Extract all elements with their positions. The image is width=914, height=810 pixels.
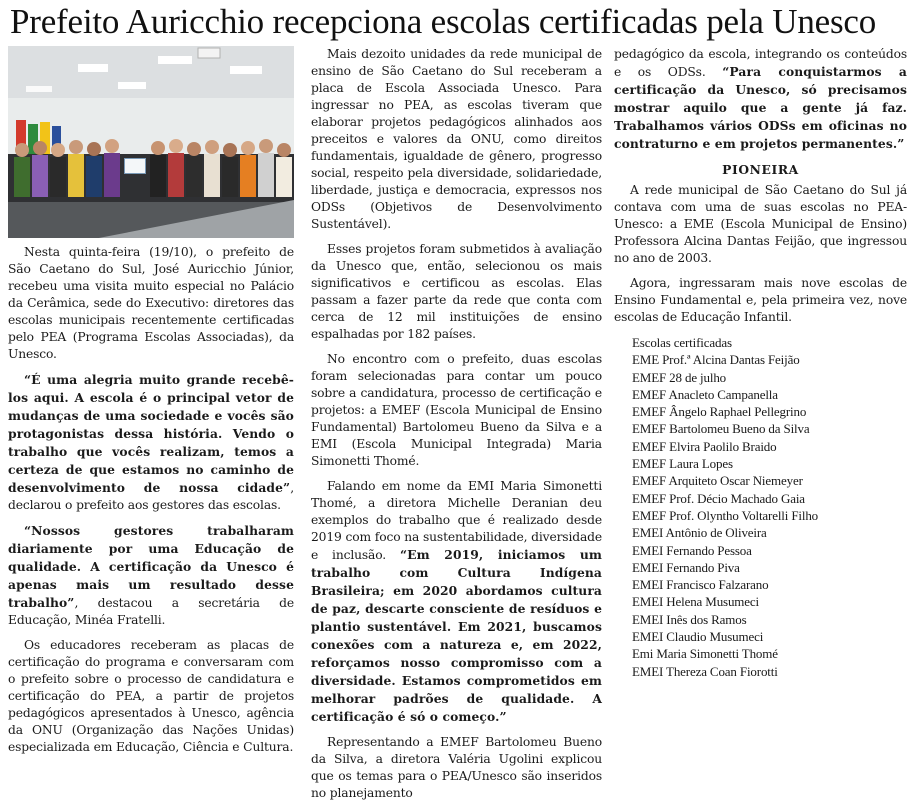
unesco-banner bbox=[124, 158, 146, 174]
list-item: EMEF Elvira Paolilo Braido bbox=[632, 438, 777, 454]
quote-paragraph bbox=[8, 522, 294, 629]
group-of-people-icon bbox=[8, 134, 294, 238]
column-2 bbox=[311, 46, 602, 810]
list-item: EMEI Inês dos Ramos bbox=[632, 611, 747, 627]
event-photo bbox=[8, 46, 294, 238]
list-item: EMEI Thereza Coan Fiorotti bbox=[632, 663, 778, 679]
section-heading: PIONEIRA bbox=[722, 162, 799, 177]
list-item: EME Prof.ª Alcina Dantas Feijão bbox=[632, 352, 800, 368]
attribution: , destacou a secretária de Educação, Minéa Fratelli. bbox=[8, 596, 294, 627]
paragraph: Agora, ingressaram mais nove escolas de Ensino Fundamental e, pela primeira vez, nove escolas de Educação Infantil. bbox=[614, 276, 907, 324]
attribution: , declarou o prefeito aos gestores das escolas. bbox=[8, 481, 294, 512]
paragraph: No encontro com o prefeito, duas escolas foram selecionadas para contar um pouco sobre a candidatura, processo de certificação e projetos: a EMEF (Escola Municipal de Ensino Fundamental) Bartolomeu Bueno da Silva e a EMI (Escola Municipal Integrada) Maria Simonetti Thomé. bbox=[311, 352, 602, 468]
quote: “Nossos gestores trabalharam diariamente por uma Educação de qualidade. A certificação da Unesco é apenas mais um resultado desse trabalho” bbox=[8, 523, 294, 610]
list-item: EMEF Prof. Olyntho Voltarelli Filho bbox=[632, 507, 819, 523]
paragraph: Representando a EMEF Bartolomeu Bueno da Silva, a diretora Valéria Ugolini explicou que os temas para o PEA/Unesco são inseridos no planejamento bbox=[311, 735, 602, 800]
continuation: pedagógico da escola, integrando os conteúdos e os ODSs. bbox=[614, 47, 907, 79]
column-1 bbox=[8, 46, 294, 764]
list-item: EMEF Arquiteto Oscar Niemeyer bbox=[632, 473, 803, 489]
list-item: EMEI Fernando Piva bbox=[632, 559, 740, 575]
paragraph: Os educadores receberam as placas de certificação do programa e conversaram com o prefeito sobre o processo de candidatura e certificação do PEA, a partir de projetos pedagógicos apresentados à Unesco, agência da ONU (Organização das Nações Unidas) especializada em Educação, Ciência e Cultura. bbox=[8, 638, 294, 754]
list-item: EMEF 28 de julho bbox=[632, 369, 727, 385]
paragraph: Esses projetos foram submetidos à avaliação da Unesco que, então, selecionou os mais significativos e certificou as escolas. Elas passam a fazer parte da rede que conta com cerca de 12 mil instituições de ensino espalhadas por 182 países. bbox=[311, 242, 602, 341]
paragraph: A rede municipal de São Caetano do Sul já contava com uma de suas escolas no PEA-Unesco: a EME (Escola Municipal de Ensino) Professora Alcina Dantas Feijão, que ingressou no ano de 2003. bbox=[614, 183, 907, 265]
list-item: EMEF Ângelo Raphael Pellegrino bbox=[632, 404, 807, 420]
certified-schools-list bbox=[614, 334, 907, 680]
list-item: EMEF Anacleto Campanella bbox=[632, 386, 778, 402]
list-item: EMEI Claudio Musumeci bbox=[632, 629, 764, 645]
column-3 bbox=[614, 46, 907, 680]
headline: Prefeito Auricchio recepciona escolas certificadas pela Unesco bbox=[10, 2, 877, 41]
lead-in: Falando em nome da EMI Maria Simonetti Thomé, a diretora Michelle Deranian deu exemplos do trabalho que é realizado desde 2019 com foco na sustentabilidade, diversidade e inclusão. bbox=[311, 479, 602, 562]
quote-paragraph bbox=[614, 46, 907, 153]
quote-paragraph bbox=[8, 371, 294, 514]
list-item: EMEF Laura Lopes bbox=[632, 456, 733, 472]
paragraph: Mais dezoito unidades da rede municipal de ensino de São Caetano do Sul receberam a placa de Escola Associada Unesco. Para ingressar no PEA, as escolas tiveram que elaborar projetos pedagógicos alinhados aos preceitos e valores da ONU, como direitos fundamentais, igualdade de gênero, progresso social, respeito pela diversidade, solidariedade, liberdade, justiça e democracia, expressos nos ODSs (Objetivos de Desenvolvimento Sustentável). bbox=[311, 47, 602, 231]
list-item: EMEF Bartolomeu Bueno da Silva bbox=[632, 421, 810, 437]
list-item: EMEI Helena Musumeci bbox=[632, 594, 759, 610]
quote: “É uma alegria muito grande recebê-los aqui. A escola é o principal vetor de mudanças de uma sociedade e vocês são protagonistas dessa história. Vendo o trabalho que vocês realizam, temos a certeza de que estamos no caminho de desenvolvimento de nossa cidade” bbox=[8, 372, 294, 495]
list-item: EMEI Fernando Pessoa bbox=[632, 542, 752, 558]
quote: “Em 2019, iniciamos um trabalho com Cultura Indígena Brasileira; em 2020 abordamos cultura de paz, descarte consciente de resíduos e plantio sustentável. Em 2021, buscamos conexões com a natureza e, em 2022, reforçamos nosso compromisso com a diversidade. Estamos comprometidos em melhorar padrões de qualidade. A certificação é só o começo.” bbox=[311, 547, 602, 724]
list-item: EMEF Prof. Décio Machado Gaia bbox=[632, 490, 805, 506]
list-item: Emi Maria Simonetti Thomé bbox=[632, 646, 778, 662]
list-item: EMEI Antônio de Oliveira bbox=[632, 525, 767, 541]
quote-paragraph bbox=[311, 478, 602, 726]
paragraph: Nesta quinta-feira (19/10), o prefeito de São Caetano do Sul, José Auricchio Júnior, recebeu uma visita muito especial no Palácio da Cerâmica, sede do Executivo: diretores das escolas municipais recentemente certificadas pelo PEA (Programa Escolas Associadas), da Unesco. bbox=[8, 245, 294, 361]
list-item: Escolas certificadas bbox=[632, 335, 732, 350]
list-item: EMEI Francisco Falzarano bbox=[632, 577, 769, 593]
quote: “Para conquistarmos a certificação da Unesco, só precisamos mostrar aquilo que a gente já faz. Trabalhamos vários ODSs em oficinas no contraturno e em projetos permanentes.” bbox=[614, 64, 907, 151]
